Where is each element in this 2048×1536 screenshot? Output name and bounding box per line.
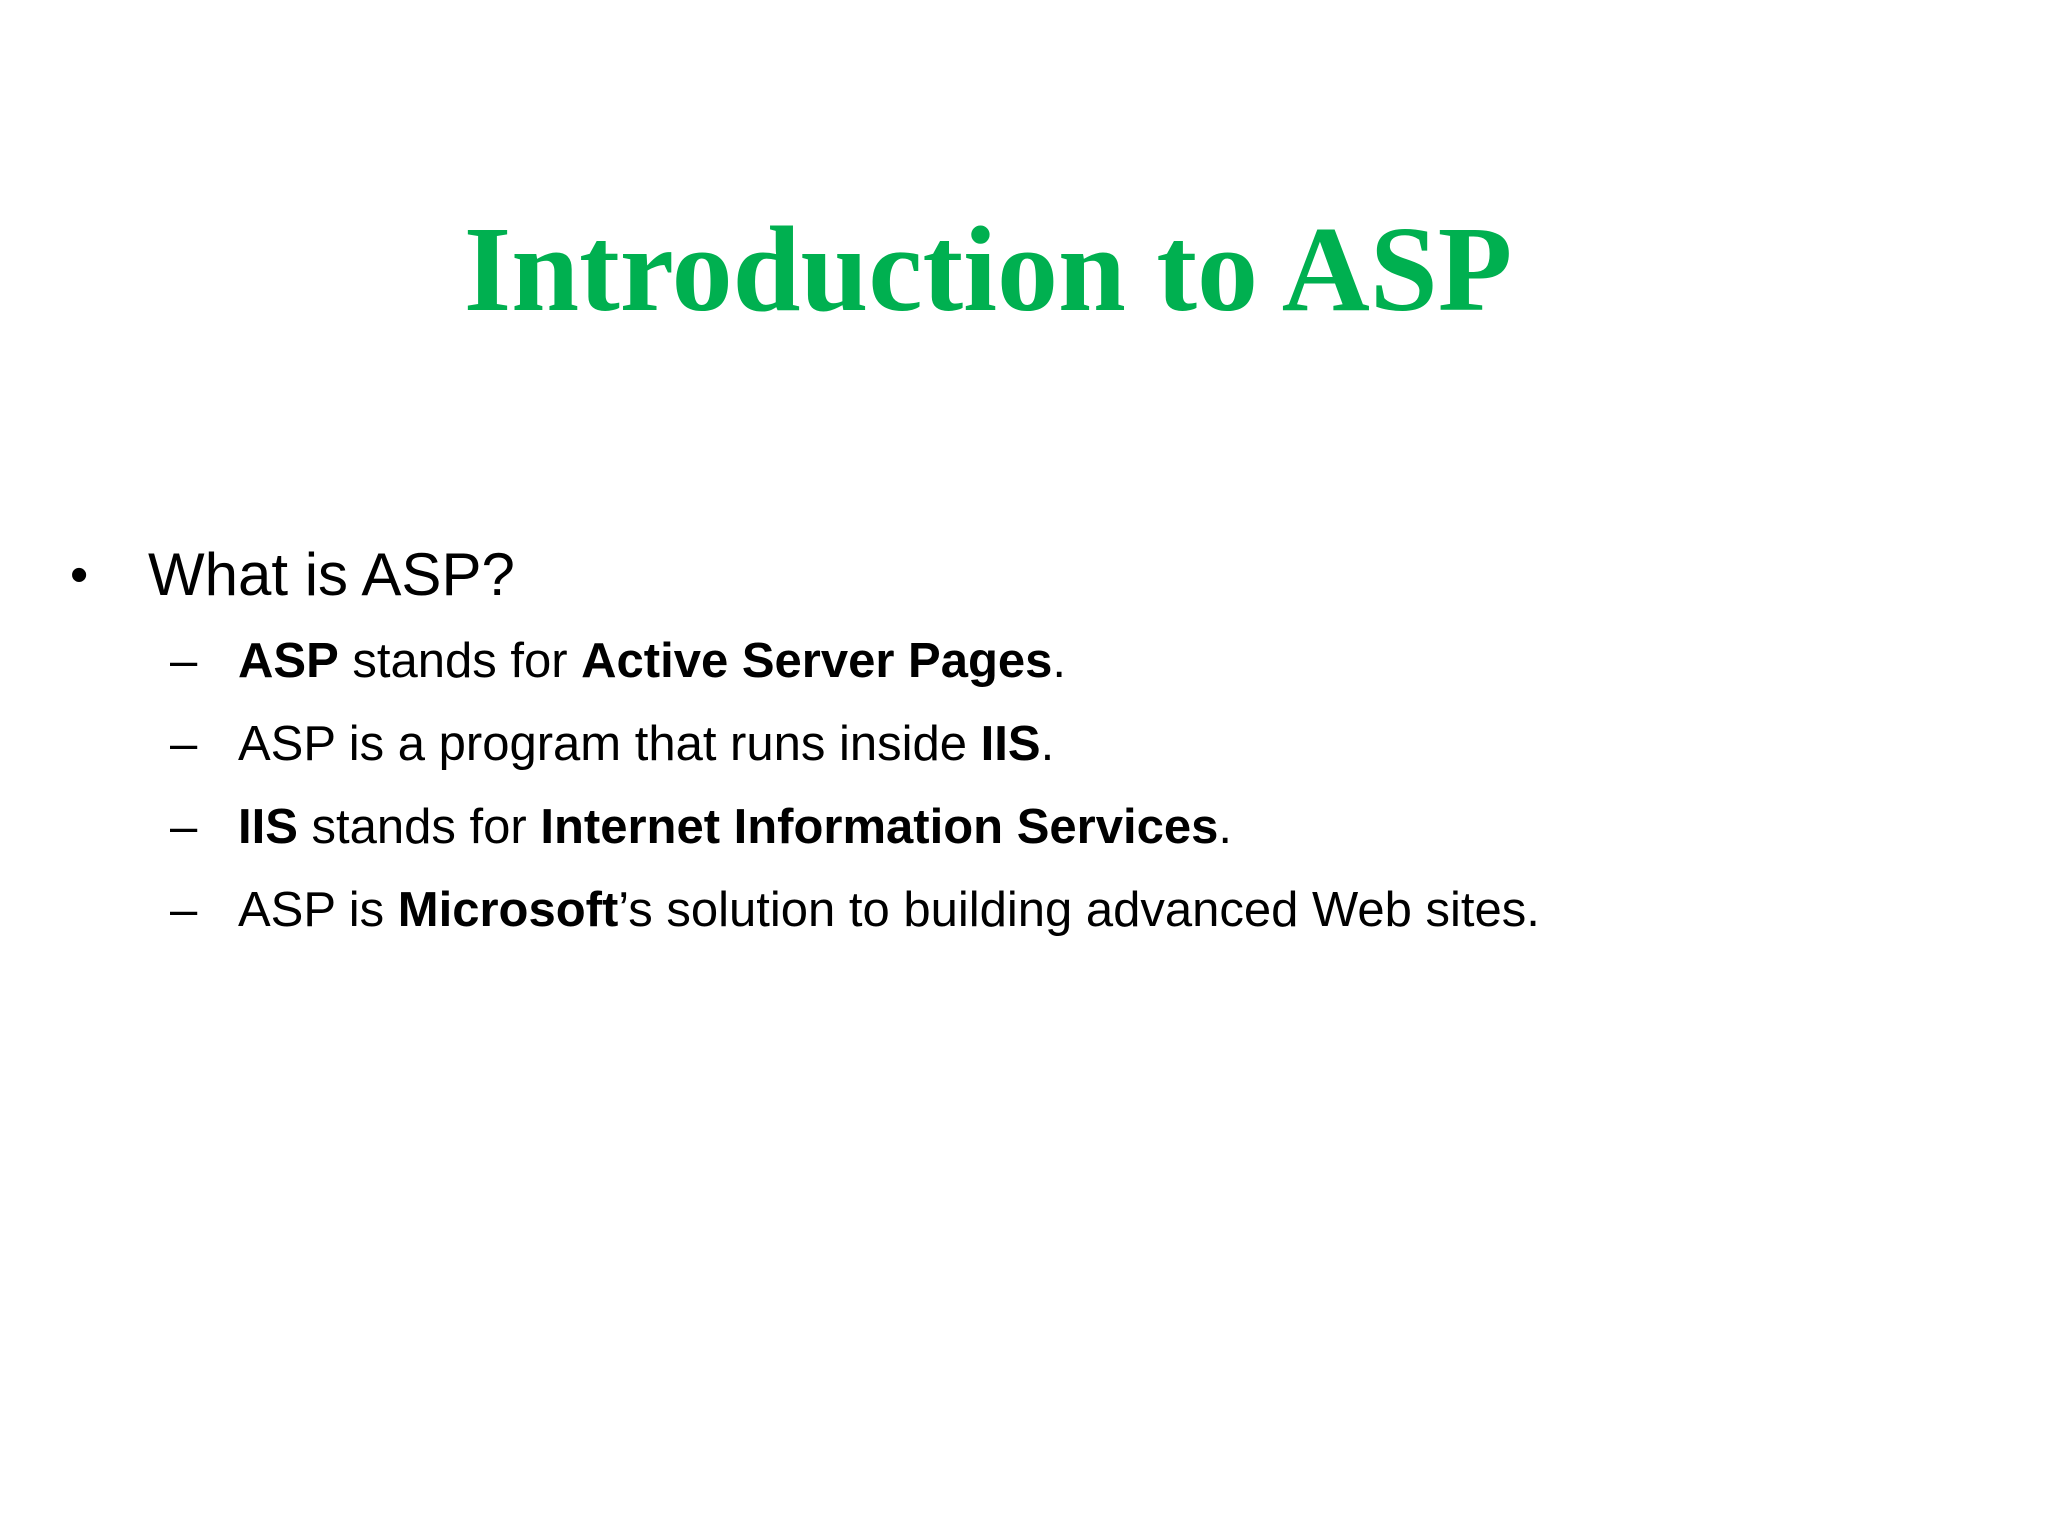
dash-marker: – [170,883,198,937]
dash-marker: – [170,634,198,688]
sub-item-text [238,620,1066,703]
sub-item-2 [0,703,2048,786]
bullet-marker: • [70,546,89,604]
plain-text: ASP is a program that runs inside [238,717,981,771]
plain-text: stands for [338,634,582,688]
bullet-item [0,530,2048,620]
plain-text: . [1040,717,1055,771]
plain-text: ’s solution to building advanced Web sites. [618,883,1540,937]
plain-text: . [1052,634,1067,688]
slide-title: Introduction to ASP [463,202,1513,337]
bold-term: Microsoft [397,883,619,937]
bold-term: ASP [238,634,339,688]
sub-item-3 [0,786,2048,869]
sub-item-4 [0,869,2048,952]
bold-term: IIS [238,800,298,854]
dash-marker: – [170,800,198,854]
bold-term: Internet Information Services [540,800,1219,854]
slide-content [0,530,2048,952]
sub-item-text [238,786,1232,869]
plain-text: ASP is [238,883,398,937]
bullet-text: What is ASP? [148,541,515,608]
bold-term: IIS [980,717,1041,771]
sub-item-text [238,703,1054,786]
plain-text: . [1218,800,1232,854]
plain-text: stands for [297,800,541,854]
dash-marker: – [170,717,198,771]
sub-item-text [238,869,1540,952]
bold-term: Active Server Pages [581,634,1053,688]
sub-item-1 [0,620,2048,703]
